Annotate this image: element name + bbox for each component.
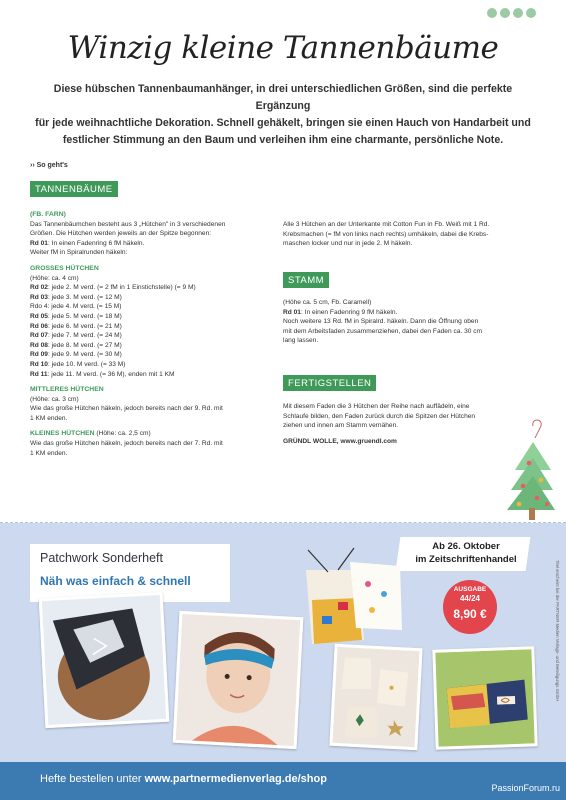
row-instruction: Rd 01: In einen Fadenring 9 fM häkeln.	[283, 308, 398, 316]
text-line: Wie das große Hütchen häkeln, jedoch bereits nach der 9. Rd. mit	[30, 405, 223, 413]
text-line: Alle 3 Hütchen an der Unterkante mit Cotton Fun in Fb. Weiß mit 1 Rd.	[283, 221, 490, 228]
ad-title: Patchwork Sonderheft	[40, 551, 163, 565]
text-line: Wie das große Hütchen häkeln, jedoch bereits nach der 7. Rd. mit	[30, 440, 223, 448]
row-instruction: Rd 10: jede 10. M verd. (= 33 M)	[30, 360, 126, 368]
text-line: mit dem Arbeitsfaden zusammenziehen, dabei den Faden ca. 30 cm	[283, 327, 483, 335]
section-heading-tannenbaeume: TANNENBÄUME	[30, 181, 118, 197]
intro-paragraph	[30, 81, 536, 149]
row-instruction: Rd 08: jede 8. M verd. (= 27 M)	[30, 341, 122, 349]
klein-heading: KLEINES HÜTCHEN (Höhe: ca. 2,5 cm)	[30, 430, 151, 438]
row-instruction: Rdo 4: jede 4. M verd. (= 15 M)	[30, 303, 122, 311]
badge-issue-label: AUSGABE	[453, 586, 487, 593]
dot-3-icon	[513, 8, 523, 18]
page-section-dots	[487, 8, 536, 18]
photo-patchwork-wallet	[432, 646, 537, 749]
text-line: Schlaufe bilden, den Faden zurück durch die Spitzen der Hütchen	[283, 412, 476, 420]
publisher-note: Titel erscheint bei der PARTNER Medien Verlags- und Beteiligungs GmbH	[555, 560, 560, 702]
text-line: Mit diesem Faden die 3 Hütchen der Reihe nach auffädeln, eine	[283, 403, 470, 410]
intro-line: festlicher Stimmung an den Baum und verleihen ihm eine charmante, persönliche Note.	[62, 134, 504, 146]
row-instruction: Rd 11: jede 11. M verd. (= 36 M), enden mit 1 KM	[30, 370, 175, 378]
text-line: Weiter fM in Spiralrunden häkeln:	[30, 249, 128, 257]
text-line: 1 KM enden.	[30, 414, 68, 422]
text-line: (Höhe ca. 5 cm, Fb. Caramell)	[283, 299, 372, 306]
text-line: Das Tannenbäumchen besteht aus 3 „Hütchen" in 3 verschiedenen	[30, 220, 226, 228]
stamm-text	[283, 298, 533, 346]
badge-issue-number: 44/24	[459, 594, 481, 603]
gross-label: GROSSES HÜTCHEN	[30, 264, 99, 272]
shop-link[interactable]: www.partnermedienverlag.de/shop	[144, 773, 327, 785]
text-line: 1 KM enden.	[30, 449, 68, 457]
photo-drawstring-bags	[298, 540, 408, 652]
so-gehts-label: ›› So geht's	[30, 162, 68, 169]
section-heading-stamm: STAMM	[283, 272, 329, 288]
credit-text: GRÜNDL WOLLE, www.gruendl.com	[283, 437, 397, 445]
right-intro	[283, 220, 533, 249]
row-instruction: Rd 03: jede 3. M verd. (= 12 M)	[30, 293, 122, 301]
fertig-text	[283, 402, 525, 446]
row-instruction: Rd 06: jede 6. M verd. (= 21 M)	[30, 322, 122, 330]
release-banner-text	[398, 540, 534, 566]
photo-sandal-pouch	[39, 592, 170, 728]
dot-2-icon	[500, 8, 510, 18]
row-instruction: Rd 07: jede 7. M verd. (= 24 M)	[30, 332, 122, 340]
row-instruction: Rd 09: jede 9. M verd. (= 30 M)	[30, 351, 122, 359]
dot-4-icon	[526, 8, 536, 18]
text-line: Krebsmachen (= fM von links nach rechts) umhäkeln, dabei die Krebs-	[283, 230, 489, 238]
page-title: Winzig kleine Tannenbäume	[67, 30, 499, 66]
text-line: ziehen und innen am Stamm vernähen.	[283, 422, 399, 430]
order-footer-text	[40, 773, 327, 785]
release-date: Ab 26. Oktober	[432, 541, 500, 552]
row-instruction: Rd 01: In einen Fadenring 6 fM häkeln.	[30, 239, 145, 247]
badge-price: 8,90 €	[453, 607, 487, 621]
tree-ornament-icon	[495, 418, 555, 523]
text-line: lang lassen.	[283, 337, 319, 345]
dot-1-icon	[487, 8, 497, 18]
photo-girl-headband	[173, 611, 304, 749]
text-line: (Höhe: ca. 4 cm)	[30, 274, 79, 282]
text-line: Noch weitere 13 Rd. fM in Spiralrd. häkeln. Dann die Öffnung oben	[283, 318, 479, 326]
watermark: PassionForum.ru	[491, 783, 560, 793]
text-line: maschen locker und nur in jede 2. M häkeln.	[283, 240, 413, 248]
release-where: im Zeitschriftenhandel	[415, 554, 517, 565]
intro-line: Diese hübschen Tannenbaumanhänger, in drei unterschiedlichen Größen, sind die perfekte Ergänzung	[53, 83, 513, 112]
footer-prefix: Hefte bestellen unter	[40, 773, 145, 785]
photo-gift-sacks	[329, 644, 422, 750]
mittel-label: MITTLERES HÜTCHEN	[30, 386, 104, 394]
text-line: (Höhe: ca. 3 cm)	[30, 395, 79, 403]
left-column	[30, 210, 270, 458]
row-instruction: Rd 02: jede 2. M verd. (= 2 fM in 1 Einstichstelle) (= 9 M)	[30, 284, 196, 292]
intro-line: für jede weihnachtliche Dekoration. Schnell gehäkelt, bringen sie einen Hauch von Handarbeit und	[35, 117, 531, 129]
farn-label: (FB. FARN)	[30, 211, 66, 218]
row-instruction: Rd 05: jede 5. M verd. (= 18 M)	[30, 312, 122, 320]
section-heading-fertigstellen: FERTIGSTELLEN	[283, 375, 376, 391]
text-line: Größen. Die Hütchen werden jeweils an der Spitze begonnen:	[30, 230, 212, 238]
ad-subtitle: Näh was einfach & schnell	[40, 574, 191, 588]
